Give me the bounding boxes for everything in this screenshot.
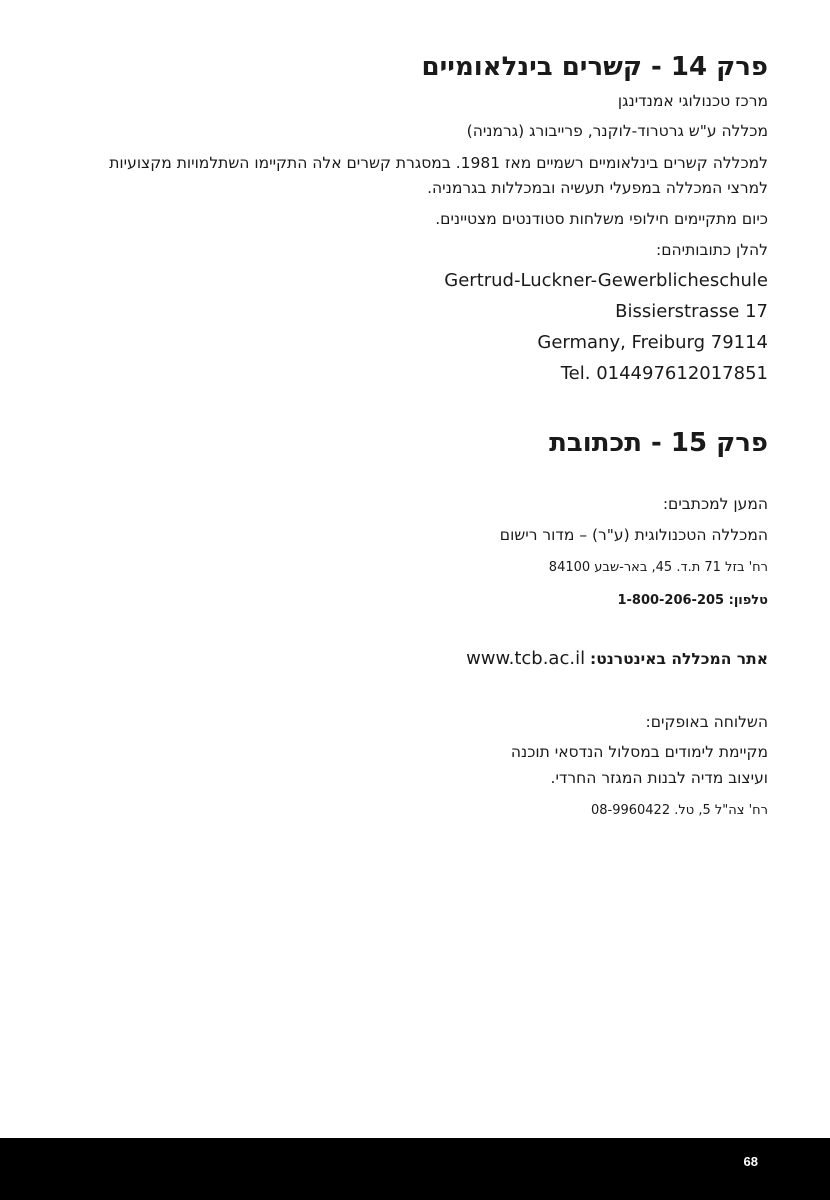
footer-bar <box>0 1138 830 1200</box>
address-line-phone: Tel. 014497612017851 <box>560 363 768 384</box>
mail-heading: המען למכתבים: <box>662 495 768 513</box>
relations-paragraph: למכללה קשרים בינלאומיים רשמיים מאז 1981. במסגרת קשרים אלה התקיימו השתלמויות מקצועיות למרצי המכללה במפעלי תעשיה ובמכללות בגרמניה. <box>109 154 768 197</box>
address-line-school: Gertrud-Luckner-Gewerblicheschule <box>444 270 768 291</box>
section-15-title: פרק 15 - תכתובת <box>549 428 768 458</box>
center-name: מרכז טכנולוגי אמנדינגן <box>617 92 768 110</box>
branch-heading: השלוחה באופקים: <box>645 713 768 731</box>
college-name: מכללה ע"ש גרטרוד-לוקנר, פרייבורג (גרמניה) <box>466 122 768 140</box>
address-line-street: Bissierstrasse 17 <box>615 301 768 322</box>
page-number: 68 <box>743 1154 758 1169</box>
exchange-text: כיום מתקיימים חילופי משלחות סטודנטים מצטיינים. <box>435 210 768 228</box>
address-intro: להלן כתובותיהם: <box>656 241 768 259</box>
address-line-city: Germany, Freiburg 79114 <box>537 332 768 353</box>
website-link[interactable]: www.tcb.ac.il <box>466 648 586 669</box>
website-line <box>466 649 768 669</box>
street-address: רח' בזל 71 ת.ד. 45, באר-שבע 84100 <box>548 560 768 575</box>
phone-number: טלפון: 1-800-206-205 <box>617 593 768 608</box>
section-14-title: פרק 14 - קשרים בינלאומיים <box>421 52 768 82</box>
website-label: אתר המכללה באינטרנט: <box>590 650 768 668</box>
branch-address: רח' צה"ל 5, טל. 08-9960422 <box>590 803 768 818</box>
college-registration: המכללה הטכנולוגית (ע"ר) – מדור רישום <box>499 526 768 544</box>
branch-description-2: ועיצוב מדיה לבנות המגזר החרדי. <box>550 769 768 787</box>
branch-description-1: מקיימת לימודים במסלול הנדסאי תוכנה <box>510 743 768 761</box>
